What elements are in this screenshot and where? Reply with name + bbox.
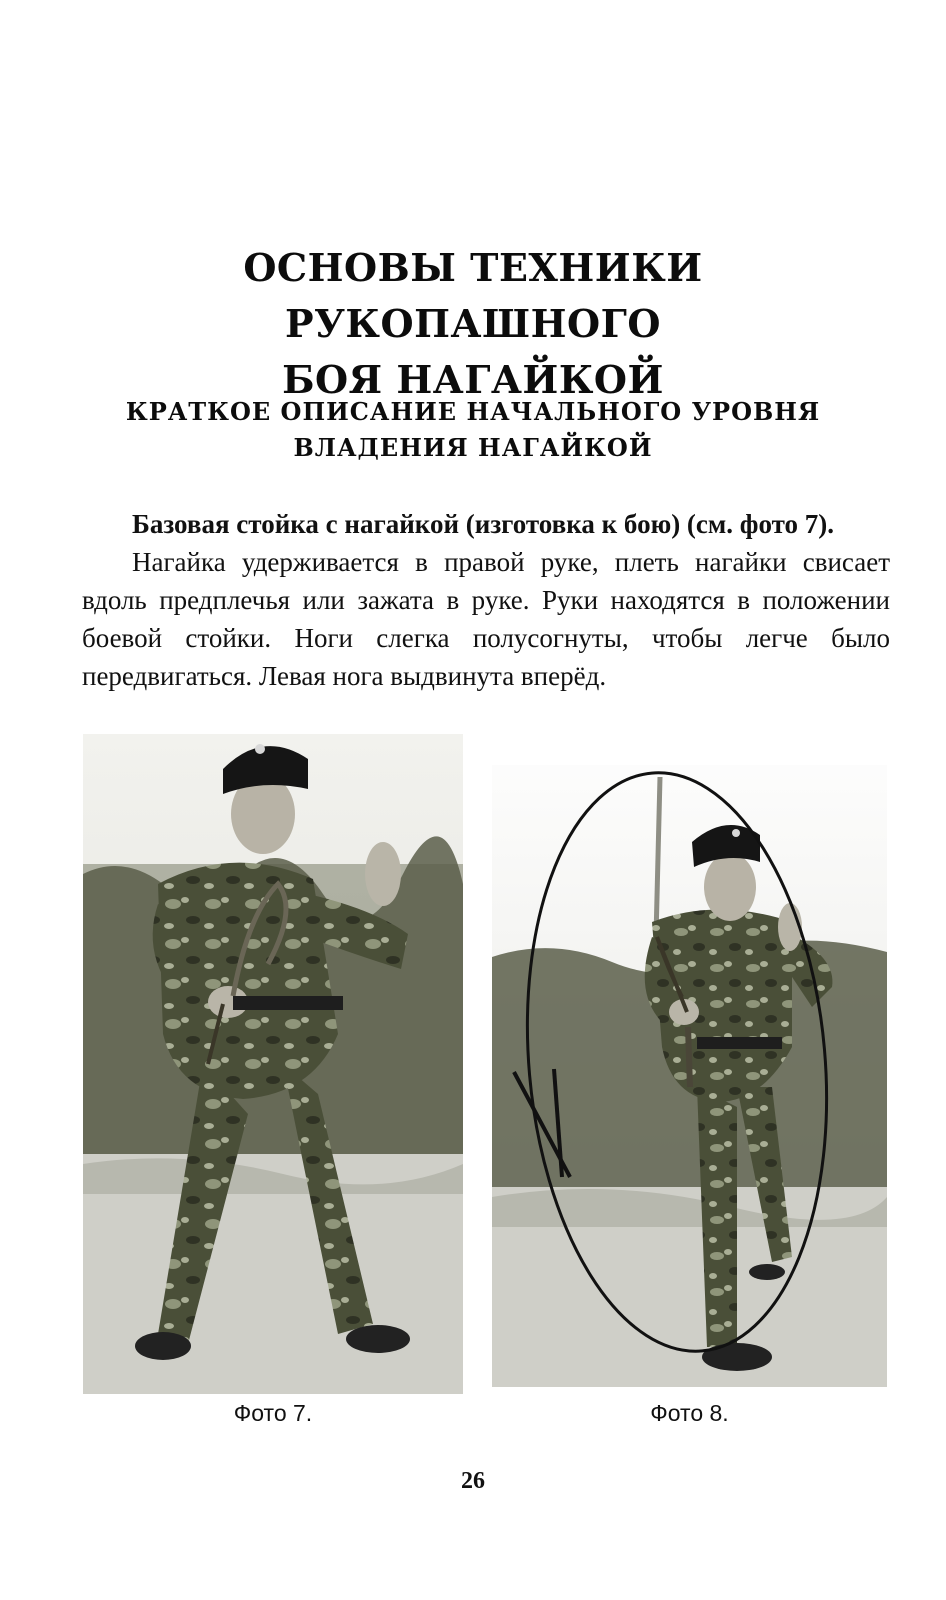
chapter-title-line-2: БОЯ НАГАЙКОЙ: [282, 357, 664, 402]
page-number: 26: [461, 1468, 485, 1494]
photo-7-caption: Фото 7.: [233, 1400, 313, 1426]
section-title-line-2: ВЛАДЕНИЯ НАГАЙКОЙ: [293, 433, 653, 462]
photo-8: [492, 707, 887, 1387]
chapter-title-line-1: ОСНОВЫ ТЕХНИКИ РУКОПАШНОГО: [243, 245, 703, 346]
body-text: [82, 505, 890, 695]
photo-8-image: [492, 707, 887, 1387]
section-title-line-1: КРАТКОЕ ОПИСАНИЕ НАЧАЛЬНОГО УРОВНЯ: [125, 397, 821, 426]
photo-8-caption: Фото 8.: [650, 1400, 729, 1426]
section-title: [90, 394, 856, 466]
stance-description: Нагайка удерживается в правой руке, плеть нагайки свисает вдоль предплечья или зажата в руке. Руки находятся в положении боевой стойки. Ноги слегка полусогнуты, чтобы легче было передвигаться. Левая нога выдвинута вперёд.: [82, 547, 890, 691]
photo-7-image: [83, 734, 463, 1394]
chapter-title: [60, 240, 886, 408]
stance-heading: Базовая стойка с нагайкой (изготовка к бою) (см. фото 7).: [132, 509, 835, 539]
photo-7: [83, 734, 463, 1394]
